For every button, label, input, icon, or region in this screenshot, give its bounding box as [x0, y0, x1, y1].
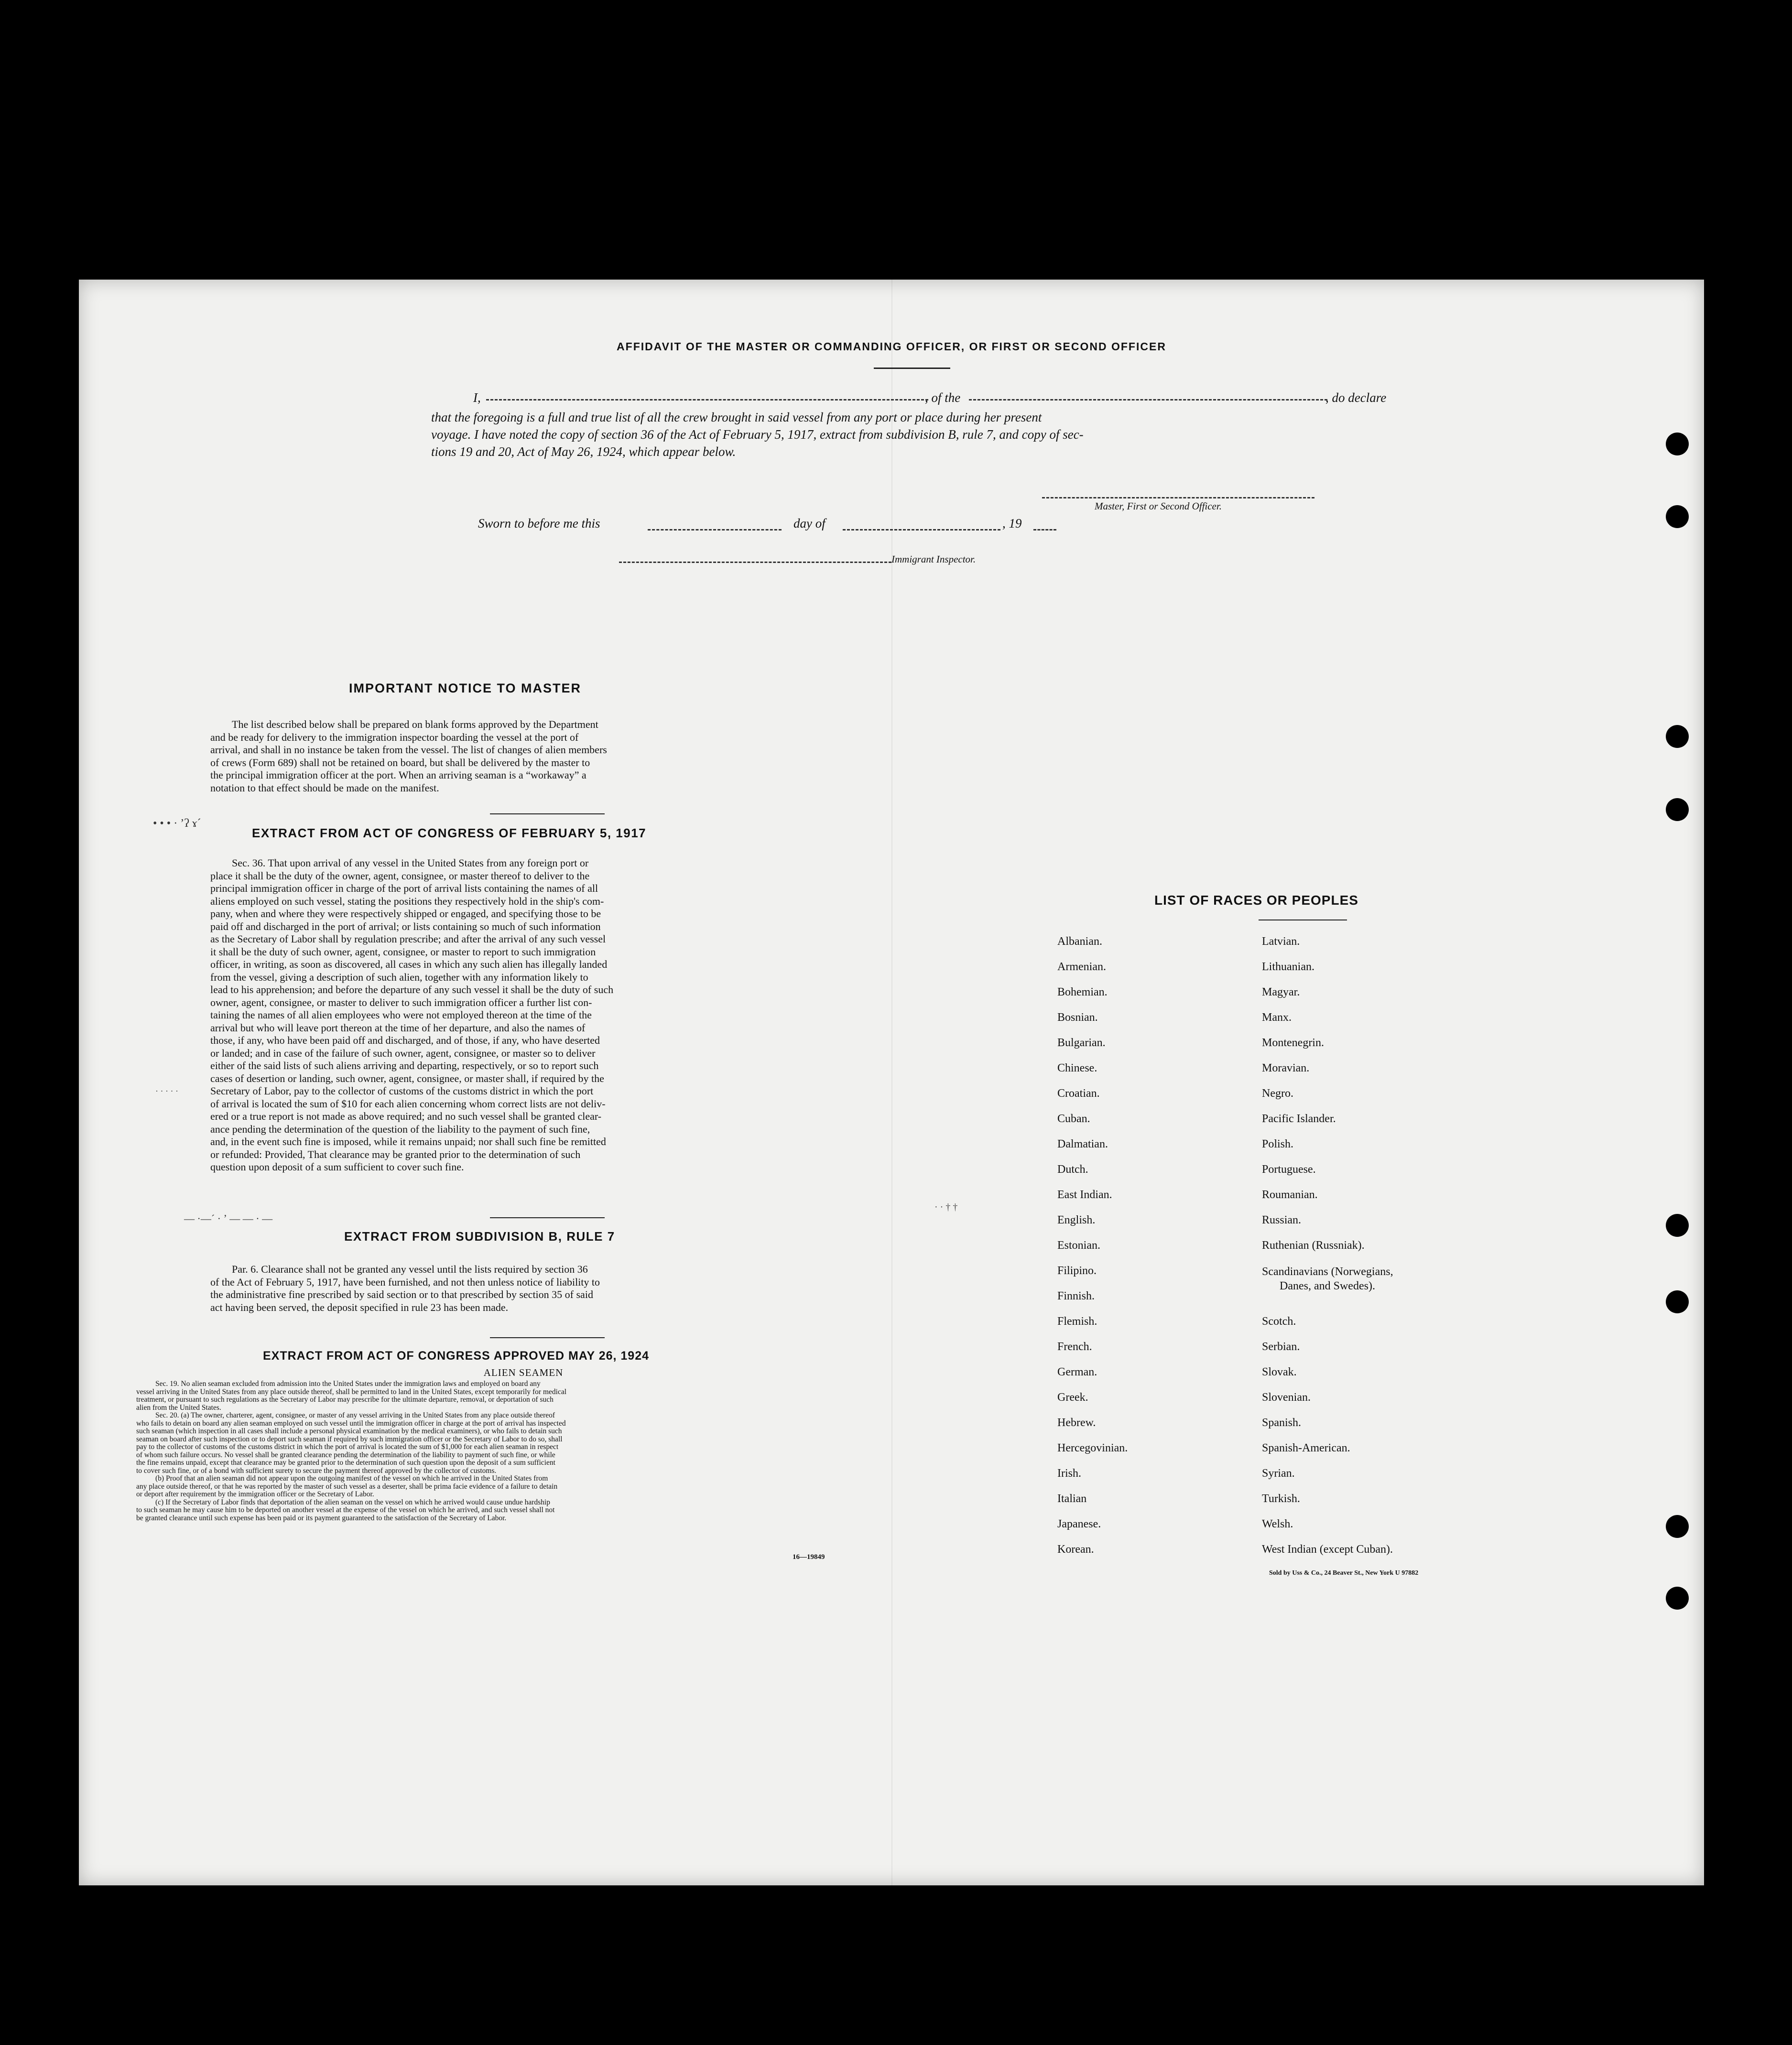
race-item: Hercegovinian.: [1057, 1442, 1128, 1454]
extract-line: taining the names of all alien employees who were not employed thereon at the time of the: [210, 1009, 592, 1021]
extract-1924-subtitle: ALIEN SEAMEN: [483, 1367, 564, 1378]
divider: [490, 813, 605, 814]
race-item: Croatian.: [1057, 1087, 1100, 1100]
race-item: Syrian.: [1262, 1467, 1295, 1480]
rule7-line: act having been served, the deposit specified in rule 23 has been made.: [210, 1301, 509, 1313]
extract-line: it shall be the duty of such owner, agent, consignee, or master to report to such immigration: [210, 945, 596, 958]
divider: [874, 368, 950, 369]
race-item: Estonian.: [1057, 1239, 1100, 1252]
extract-line: ered or a true report is not made as above required; and no such vessel shall be granted clear-: [210, 1110, 602, 1122]
document-page: [79, 280, 1704, 1885]
extract-rule7-title: EXTRACT FROM SUBDIVISION B, RULE 7: [344, 1229, 615, 1244]
notice-line: the principal immigration officer at the port. When an arriving seaman is a “workaway” a: [210, 769, 586, 781]
race-item: Serbian.: [1262, 1341, 1300, 1353]
extract-1917-title: EXTRACT FROM ACT OF CONGRESS OF FEBRUARY 5, 1917: [252, 826, 647, 840]
extract-line: Sec. 36. That upon arrival of any vessel in the United States from any foreign port or: [232, 857, 589, 869]
extract-line: and, in the event such fine is imposed, while it remains unpaid; nor shall such fine be remitted: [210, 1136, 606, 1147]
divider: [490, 1217, 605, 1218]
fold-line: [891, 280, 892, 1885]
races-title: LIST OF RACES OR PEOPLES: [1154, 893, 1358, 908]
act-1924-line: Sec. 19. No alien seaman excluded from admission into the United States under the immigration laws and employed on board any: [155, 1380, 541, 1388]
act-1924-line: pay to the collector of customs of the customs district in which the port of arrival is located the sum of $1,000 for each alien seaman in respect: [136, 1443, 559, 1451]
extract-line: arrival but who will leave port thereon at the time of her departure, and also the names of: [210, 1021, 586, 1034]
act-1924-line: (b) Proof that an alien seaman did not appear upon the outgoing manifest of the vessel on which he arrived in the United States from: [155, 1474, 548, 1482]
master-signature-blank[interactable]: [1042, 497, 1314, 498]
race-item: Slovak.: [1262, 1366, 1297, 1378]
extract-line: lead to his apprehension; and before the departure of any such vessel it shall be the duty of such: [210, 984, 614, 995]
affidavit-i-label: I,: [473, 390, 481, 405]
race-item: Hebrew.: [1057, 1417, 1096, 1429]
margin-mark: · · · · ·: [155, 1086, 178, 1096]
extract-line: place it shall be the duty of the owner, agent, consignee, or master thereof to deliver to the: [210, 869, 590, 882]
rule7-line: Par. 6. Clearance shall not be granted any vessel until the lists required by section 36: [232, 1263, 588, 1275]
act-1924-line: vessel arriving in the United States from any place outside thereof, shall be permitted to land in the United States, except temporarily for medical: [136, 1387, 567, 1396]
extract-1924-title: EXTRACT FROM ACT OF CONGRESS APPROVED MAY 26, 1924: [263, 1349, 650, 1363]
race-item: Danes, and Swedes).: [1280, 1280, 1375, 1292]
race-item: Dutch.: [1057, 1163, 1088, 1176]
punch-hole: [1666, 798, 1689, 821]
extract-line: principal immigration officer in charge of the port of arrival lists containing the names of all: [210, 882, 598, 894]
race-item: Moravian.: [1262, 1062, 1310, 1074]
rule7-line: the administrative fine prescribed by said section or to that prescribed by section 35 of said: [210, 1288, 593, 1300]
race-item: Turkish.: [1262, 1493, 1300, 1505]
extract-line: officer, in writing, as soon as discovered, all cases in which any such alien has illegally landed: [210, 958, 608, 970]
act-1924-line: of whom such failure occurs. No vessel shall be granted clearance pending the determination of the liability to payment of such fine, or while: [136, 1450, 555, 1459]
margin-mark: • • • · ʼʔ ɤ´: [153, 817, 201, 830]
form-number: 16—19849: [793, 1553, 825, 1561]
extract-line: cases of desertion or landing, such owner, agent, consignee, or master shall, if required by the: [210, 1072, 604, 1084]
extract-line: of arrival is located the sum of $10 for each alien concerning whom correct lists are not deliv-: [210, 1097, 606, 1110]
race-item: Ruthenian (Russniak).: [1262, 1239, 1365, 1252]
rule7-line: of the Act of February 5, 1917, have been furnished, and not then unless notice of liability to: [210, 1276, 600, 1288]
notice-line: and be ready for delivery to the immigration inspector boarding the vessel at the port of: [210, 731, 579, 743]
race-item: Roumanian.: [1262, 1189, 1318, 1201]
race-item: Cuban.: [1057, 1113, 1090, 1125]
act-1924-line: or deport after requirement by the immigration officer or the Secretary of Labor.: [136, 1490, 374, 1498]
punch-hole: [1666, 1214, 1689, 1237]
race-item: Magyar.: [1262, 986, 1300, 998]
race-item: English.: [1057, 1214, 1096, 1226]
extract-line: those, if any, who have been paid off and discharged, and of those, if any, who have deserted: [210, 1034, 600, 1046]
punch-hole: [1666, 725, 1689, 748]
affidavit-line: that the foregoing is a full and true list of all the crew brought in said vessel from any port or place during her present: [431, 410, 1042, 424]
race-item: German.: [1057, 1366, 1097, 1378]
extract-line: or refunded: Provided, That clearance may be granted prior to the determination of such: [210, 1148, 581, 1160]
extract-1924-text: [136, 1380, 882, 1522]
race-item: Korean.: [1057, 1543, 1094, 1556]
extract-line: pany, when and where they were respectively shipped or engaged, and specifying those to be: [210, 908, 601, 920]
race-item: Russian.: [1262, 1214, 1302, 1226]
extract-line: paid off and discharged in the port of arrival; or lists containing so much of such information: [210, 920, 601, 932]
race-item: French.: [1057, 1341, 1092, 1353]
affidavit-body: [431, 409, 1415, 460]
race-item: Portuguese.: [1262, 1163, 1316, 1176]
race-item: Manx.: [1262, 1011, 1292, 1024]
race-item: Chinese.: [1057, 1062, 1097, 1074]
extract-1917-text: [210, 857, 832, 1174]
race-item: Scotch.: [1262, 1315, 1296, 1328]
year-blank[interactable]: [1033, 529, 1056, 530]
notice-line: of crews (Form 689) shall not be retained on board, but shall be delivered by the master to: [210, 756, 590, 768]
notice-text: [210, 718, 832, 794]
inspector-signature-blank[interactable]: [619, 562, 891, 563]
extract-line: either of the said lists of such aliens arriving and departing, respectively, or so to report such: [210, 1060, 599, 1071]
race-item: Irish.: [1057, 1467, 1081, 1480]
extract-rule7-text: [210, 1263, 832, 1314]
extract-line: as the Secretary of Labor shall by regulation prescribe; and after the arrival of any such vessel: [210, 933, 606, 945]
year-label: , 19: [1002, 516, 1022, 530]
affidavit-line: voyage. I have noted the copy of section 36 of the Act of February 5, 1917, extract from subdivision B, rule 7, and copy of sec-: [431, 427, 1084, 442]
punch-hole: [1666, 433, 1689, 455]
race-item: Bosnian.: [1057, 1011, 1098, 1024]
race-item: Flemish.: [1057, 1315, 1097, 1328]
race-item: Slovenian.: [1262, 1391, 1311, 1404]
notice-line: The list described below shall be prepared on blank forms approved by the Department: [232, 718, 598, 730]
punch-hole: [1666, 1290, 1689, 1313]
race-item: East Indian.: [1057, 1189, 1112, 1201]
month-blank[interactable]: [843, 529, 1000, 530]
act-1924-line: the fine remains unpaid, except that clearance may be granted prior to the determination of such question upon the deposit of a sum sufficient: [136, 1459, 555, 1467]
race-item: Bulgarian.: [1057, 1037, 1106, 1049]
extract-line: aliens employed on such vessel, stating the positions they respectively hold in the ship's com-: [210, 895, 604, 907]
affidavit-title: AFFIDAVIT OF THE MASTER OR COMMANDING OFFICER, OR FIRST OR SECOND OFFICER: [617, 340, 1166, 353]
race-item: Lithuanian.: [1262, 961, 1314, 973]
affidavit-do-declare: , do declare: [1325, 390, 1387, 405]
act-1924-line: any place outside thereof, or that he was reported by the master of such vessel as a deserter, shall be prima facie evidence of a failure to detain: [136, 1482, 558, 1491]
race-item: Latvian.: [1262, 935, 1300, 948]
day-blank[interactable]: [648, 529, 782, 530]
vessel-blank[interactable]: [969, 399, 1327, 400]
inspector-caption: Immigrant Inspector.: [891, 553, 976, 565]
act-1924-line: seaman on board after such inspection or to deport such seaman if required by such immigration officer or the Secretary of Labor to do so, shall: [136, 1435, 563, 1443]
race-item: Negro.: [1262, 1087, 1293, 1100]
act-1924-line: treatment, or pursuant to such regulations as the Secretary of Labor may prescribe for the ultimate departure, removal, or deportation of such: [136, 1396, 554, 1404]
race-item: Dalmatian.: [1057, 1138, 1108, 1150]
sworn-label: Sworn to before me this: [478, 516, 600, 530]
day-of-label: day of: [793, 516, 825, 530]
extract-line: question upon deposit of a sum sufficient to cover such fine.: [210, 1161, 464, 1173]
affidavit-of-the-label: , of the: [925, 390, 961, 405]
name-blank[interactable]: [486, 399, 928, 400]
punch-hole: [1666, 1587, 1689, 1610]
act-1924-line: who fails to detain on board any alien seaman employed on such vessel until the immigration officer in charge at the port of arrival has inspected: [136, 1419, 566, 1428]
act-1924-line: to such seaman he may cause him to be deported on another vessel at the expense of the vessel on which he arrived, and such vessel shall not: [136, 1506, 555, 1514]
punch-hole: [1666, 1515, 1689, 1538]
notice-line: arrival, and shall in no instance be taken from the vessel. The list of changes of alien members: [210, 744, 607, 756]
race-item: Spanish-American.: [1262, 1442, 1350, 1454]
margin-mark: — ·—´ · ʼ — — · —: [184, 1212, 273, 1224]
race-item: Greek.: [1057, 1391, 1088, 1404]
punch-hole: [1666, 505, 1689, 528]
printer-imprint: Sold by Uss & Co., 24 Beaver St., New York U 97882: [1269, 1569, 1419, 1577]
race-item: Filipino.: [1057, 1265, 1097, 1277]
extract-line: Secretary of Labor, pay to the collector of customs of the customs district in which the port: [210, 1085, 594, 1097]
race-item: Polish.: [1262, 1138, 1294, 1150]
race-item: Bohemian.: [1057, 986, 1108, 998]
affidavit-line: tions 19 and 20, Act of May 26, 1924, which appear below.: [431, 444, 736, 459]
race-item: Welsh.: [1262, 1518, 1293, 1530]
race-item: Finnish.: [1057, 1290, 1095, 1302]
act-1924-line: to cover such fine, or of a bond with sufficient surety to secure the payment thereof approved by the collector of customs.: [136, 1466, 497, 1475]
race-item: Japanese.: [1057, 1518, 1101, 1530]
extract-line: owner, agent, consignee, or master to deliver to such immigration officer a further list con-: [210, 996, 592, 1008]
act-1924-line: such seaman (which inspection in all cases shall include a personal physical examination by the medical examiners), or who fails to detain such: [136, 1427, 562, 1435]
extract-line: ance pending the determination of the question of the liability to the payment of such fine,: [210, 1123, 590, 1135]
extract-line: from the vessel, giving a description of such alien, together with any information likely to: [210, 971, 588, 983]
master-caption: Master, First or Second Officer.: [1095, 500, 1222, 512]
act-1924-line: (c) If the Secretary of Labor finds that deportation of the alien seaman on the vessel on which he arrived would cause undue hardship: [155, 1498, 550, 1506]
race-item: Italian: [1057, 1493, 1087, 1505]
notice-title: IMPORTANT NOTICE TO MASTER: [349, 681, 581, 695]
act-1924-line: Sec. 20. (a) The owner, charterer, agent, consignee, or master of any vessel arriving in the United States from any place outside thereof: [155, 1411, 555, 1419]
margin-mark: · · † †: [934, 1202, 958, 1212]
race-item: Albanian.: [1057, 935, 1102, 948]
race-item: West Indian (except Cuban).: [1262, 1543, 1393, 1556]
divider: [490, 1337, 605, 1338]
race-item: Montenegrin.: [1262, 1037, 1324, 1049]
race-item: Spanish.: [1262, 1417, 1302, 1429]
race-item: Pacific Islander.: [1262, 1113, 1336, 1125]
race-item: Scandinavians (Norwegians,: [1262, 1266, 1393, 1278]
race-item: Armenian.: [1057, 961, 1106, 973]
act-1924-line: alien from the United States.: [136, 1403, 221, 1412]
act-1924-line: be granted clearance until such expense has been paid or its payment guaranteed to the satisfaction of the Secretary of Labor.: [136, 1514, 507, 1522]
notice-line: notation to that effect should be made on the manifest.: [210, 781, 439, 794]
extract-line: or landed; and in case of the failure of such owner, agent, consignee, or master so to deliver: [210, 1047, 596, 1059]
